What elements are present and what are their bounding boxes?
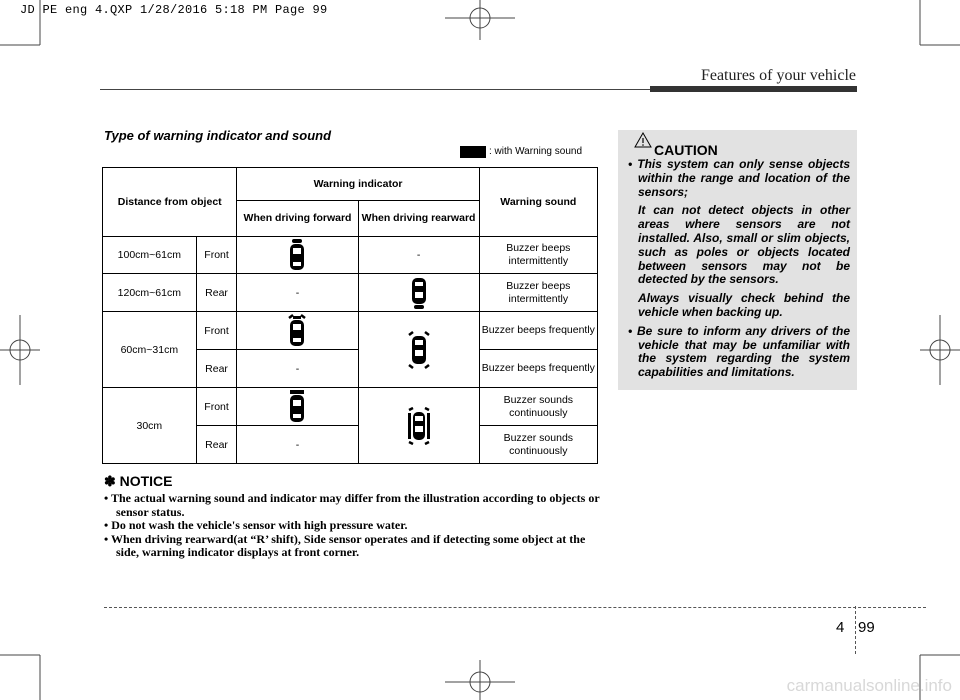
caution-paragraph: It can not detect objects in other areas where sensors are not installed. Also, small or slim objects, such as poles or objects located between sensors may not be detected by the sensors. — [638, 203, 850, 287]
distance-cell: 60cm~31cm — [103, 312, 197, 388]
table-row — [103, 312, 598, 350]
notice-title: ✽ NOTICE — [104, 473, 173, 489]
direction-cell: Front — [196, 312, 237, 350]
header-distance: Distance from object — [103, 168, 237, 237]
direction-cell: Rear — [196, 350, 237, 388]
legend-swatch — [460, 146, 486, 158]
sound-cell: Buzzer beeps intermittently — [479, 237, 597, 274]
sound-cell: Buzzer beeps frequently — [479, 350, 597, 388]
caution-title: CAUTION — [654, 142, 718, 158]
warning-table — [102, 167, 598, 464]
notice-item: • Do not wash the vehicle's sensor with high pressure water. — [104, 518, 408, 532]
sound-cell: Buzzer sounds continuously — [479, 426, 597, 464]
car-front-corners-warning-icon — [285, 314, 309, 348]
table-row — [103, 237, 598, 274]
rearward-indicator-cell — [358, 388, 479, 464]
notice-list — [104, 492, 600, 560]
sound-cell: Buzzer sounds continuously — [479, 388, 597, 426]
caution-paragraph: Always visually check behind the vehicle when backing up. — [638, 291, 850, 319]
distance-cell: 100cm~61cm — [103, 237, 197, 274]
notice-item: • The actual warning sound and indicator may differ from the illustration according to objects or sensor status. — [104, 491, 600, 519]
forward-indicator-cell: - — [237, 274, 358, 312]
car-front-warning-icon — [287, 238, 307, 272]
caution-bullet: • This system can only sense objects within the range and location of the sensors; — [628, 157, 850, 199]
table-row — [103, 274, 598, 312]
car-all-sides-warning-icon — [406, 407, 432, 445]
legend-label: : with Warning sound — [489, 146, 583, 157]
header-sound: Warning sound — [479, 168, 597, 237]
direction-cell: Front — [196, 237, 237, 274]
car-rear-warning-icon — [409, 276, 429, 310]
direction-cell: Rear — [196, 426, 237, 464]
watermark: carmanualsonline.info — [786, 676, 952, 695]
header-forward: When driving forward — [237, 201, 358, 237]
page-number: 99 — [858, 619, 875, 636]
chapter-number: 4 — [836, 619, 845, 636]
footer-rule — [104, 607, 926, 608]
table-subheading: Type of warning indicator and sound — [104, 128, 332, 143]
header-rearward: When driving rearward — [358, 201, 479, 237]
forward-indicator-cell — [237, 388, 358, 426]
forward-indicator-cell — [237, 312, 358, 350]
section-title: Features of your vehicle — [700, 67, 856, 84]
rearward-indicator-cell — [358, 274, 479, 312]
caution-bullet: • Be sure to inform any drivers of the vehicle that may be unfamiliar with the system regarding the system capabilities and limitations. — [628, 323, 850, 380]
direction-cell: Front — [196, 388, 237, 426]
forward-indicator-cell: - — [237, 350, 358, 388]
sound-cell: Buzzer beeps frequently — [479, 312, 597, 350]
distance-cell: 120cm~61cm — [103, 274, 197, 312]
rearward-indicator-cell: - — [358, 237, 479, 274]
warning-triangle-icon — [634, 132, 652, 148]
direction-cell: Rear — [196, 274, 237, 312]
rearward-indicator-cell — [358, 312, 479, 388]
print-slug: JD PE eng 4.QXP 1/28/2016 5:18 PM Page 99 — [20, 3, 328, 17]
header-indicator: Warning indicator — [237, 168, 479, 201]
car-front-close-warning-icon — [287, 390, 307, 424]
header-rule — [100, 89, 650, 90]
forward-indicator-cell: - — [237, 426, 358, 464]
car-all-corners-warning-icon — [406, 331, 432, 369]
distance-cell: 30cm — [103, 388, 197, 464]
table-row — [103, 388, 598, 426]
forward-indicator-cell — [237, 237, 358, 274]
notice-item: • When driving rearward(at “R’ shift), Side sensor operates and if detecting some object at the side, warning indicator displays at front corner. — [104, 531, 586, 559]
header-rule-bar — [650, 86, 857, 92]
sound-cell: Buzzer beeps intermittently — [479, 274, 597, 312]
footer-divider — [855, 606, 856, 654]
caution-text — [628, 158, 850, 385]
